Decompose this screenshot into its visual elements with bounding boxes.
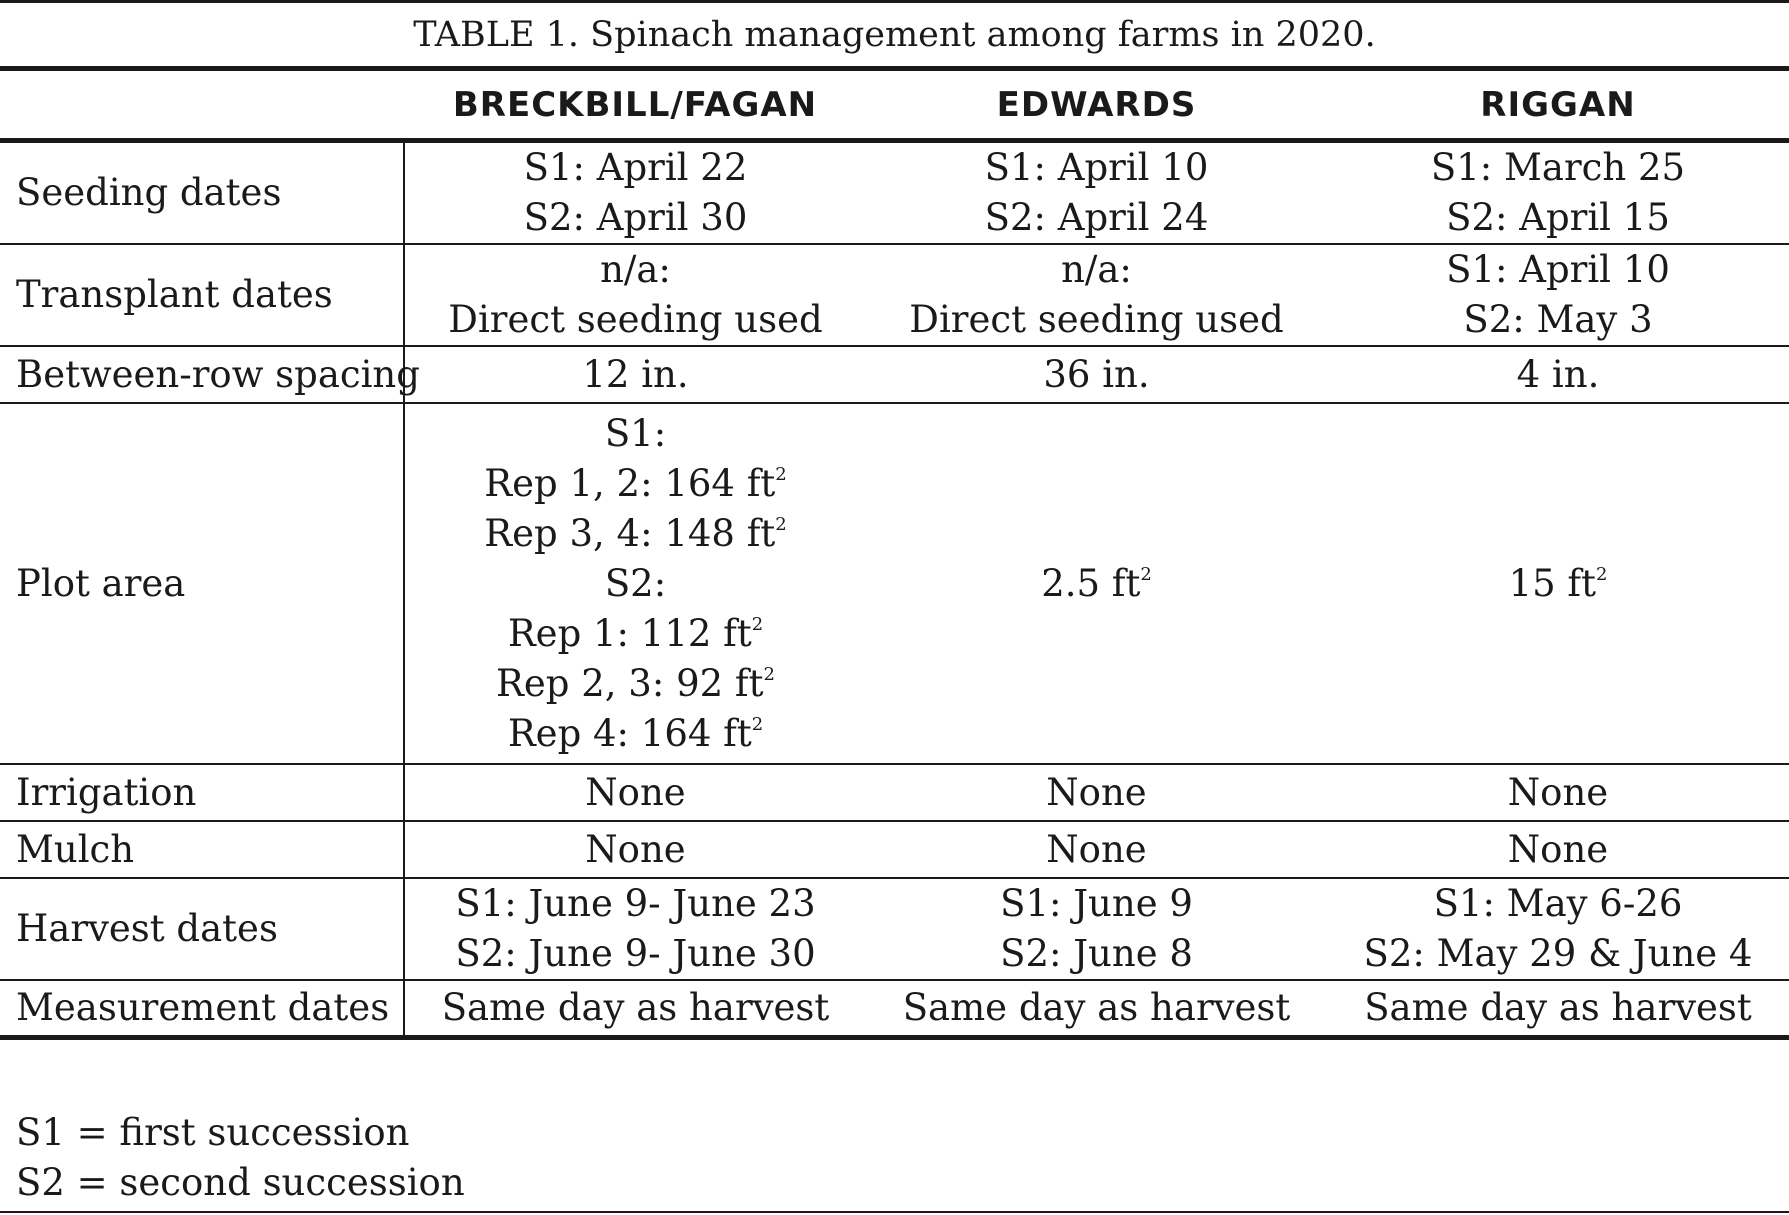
table-row — [0, 821, 1789, 878]
cell-line — [405, 459, 866, 509]
table-cell — [1327, 764, 1789, 821]
cell-line: None — [1507, 770, 1609, 814]
footnote: S2 = second succession — [16, 1161, 465, 1204]
header-cell-edwards: EDWARDS — [866, 69, 1327, 141]
cell-line: S1: April 10 — [984, 146, 1209, 189]
cell-text: Rep 2, 3: 92 ft — [496, 661, 764, 705]
superscript: 2 — [763, 663, 775, 685]
table-cell — [866, 764, 1327, 821]
table-cell — [404, 244, 866, 346]
cell-line — [405, 709, 866, 759]
cell-line: S1: June 9 — [1000, 882, 1193, 925]
row-label: Harvest dates — [0, 878, 404, 980]
cell-line: S2: June 8 — [1000, 932, 1193, 975]
cell-line: S2: April 30 — [523, 196, 748, 239]
table-cell — [866, 980, 1327, 1037]
cell-line: S1: April 10 — [1446, 248, 1670, 291]
table-footnotes — [16, 1108, 465, 1208]
cell-line: Direct seeding used — [909, 298, 1284, 341]
bottom-rule — [0, 1211, 1789, 1213]
cell-line: None — [585, 827, 686, 871]
row-label: Between-row spacing — [0, 346, 404, 403]
table-cell — [404, 980, 866, 1037]
superscript: 2 — [751, 613, 764, 635]
table-cell — [1327, 346, 1789, 403]
cell-line: S1: April 22 — [523, 146, 748, 189]
cell-text: S2: — [604, 561, 667, 605]
cell-line: S2: June 9- June 30 — [455, 932, 816, 975]
row-label: Irrigation — [0, 764, 404, 821]
header-row — [0, 69, 1789, 141]
table-cell — [866, 821, 1327, 878]
table-cell — [1327, 141, 1789, 245]
cell-line: Same day as harvest — [1364, 985, 1752, 1029]
superscript: 2 — [1140, 563, 1152, 585]
table-row — [0, 878, 1789, 980]
cell-line: S1: May 6-26 — [1433, 882, 1683, 925]
cell-line: None — [1046, 827, 1147, 871]
table-cell — [404, 764, 866, 821]
row-label: Plot area — [0, 403, 404, 764]
cell-line — [405, 409, 866, 459]
table-cell — [404, 346, 866, 403]
cell-line — [405, 559, 866, 609]
table-row — [0, 346, 1789, 403]
table-row — [0, 403, 1789, 764]
cell-text: Rep 1, 2: 164 ft — [484, 461, 776, 505]
cell-line: 4 in. — [1516, 352, 1600, 396]
table-cell — [1327, 821, 1789, 878]
table-cell — [866, 346, 1327, 403]
table-row — [0, 141, 1789, 245]
cell-line: None — [585, 770, 686, 814]
cell-line: n/a: — [1061, 248, 1132, 291]
table-cell — [1327, 244, 1789, 346]
table-row — [0, 980, 1789, 1037]
cell-line: n/a: — [600, 248, 671, 291]
cell-text: Rep 1: 112 ft — [507, 611, 752, 655]
cell-line: Same day as harvest — [902, 985, 1291, 1029]
cell-line: S1: March 25 — [1430, 146, 1686, 189]
cell-line: Same day as harvest — [441, 985, 830, 1029]
cell-text: 2.5 ft — [1041, 561, 1141, 605]
row-label: Mulch — [0, 821, 404, 878]
table-row — [0, 244, 1789, 346]
row-label: Transplant dates — [0, 244, 404, 346]
cell-line: 12 in. — [582, 352, 689, 396]
table-cell — [866, 244, 1327, 346]
table-cell — [866, 403, 1327, 764]
cell-line: 36 in. — [1043, 352, 1150, 396]
table-title: TABLE 1. Spinach management among farms in 2020. — [0, 0, 1789, 66]
table-cell — [404, 141, 866, 245]
cell-line — [1327, 559, 1789, 609]
table-row — [0, 764, 1789, 821]
cell-line: S2: April 15 — [1446, 196, 1670, 239]
table-cell — [866, 878, 1327, 980]
footnote: S1 = first succession — [16, 1111, 410, 1154]
cell-line — [405, 609, 866, 659]
table-cell — [1327, 878, 1789, 980]
spinach-management-table — [0, 66, 1789, 1040]
table-cell — [404, 403, 866, 764]
cell-text: S1: — [604, 411, 667, 455]
table-cell — [404, 878, 866, 980]
cell-line: S1: June 9- June 23 — [455, 882, 816, 925]
cell-line: S2: May 29 & June 4 — [1363, 932, 1753, 975]
header-cell-empty — [0, 69, 404, 141]
table-cell — [404, 821, 866, 878]
row-label: Seeding dates — [0, 141, 404, 245]
superscript: 2 — [751, 713, 764, 735]
cell-text: 15 ft — [1508, 561, 1596, 605]
cell-line: None — [1046, 770, 1147, 814]
superscript: 2 — [775, 463, 787, 485]
cell-text: Rep 4: 164 ft — [507, 711, 752, 755]
table-cell — [1327, 980, 1789, 1037]
cell-line — [405, 509, 866, 559]
cell-line: None — [1507, 827, 1609, 871]
table-cell — [866, 141, 1327, 245]
row-label: Measurement dates — [0, 980, 404, 1037]
cell-line — [866, 559, 1327, 609]
table-cell — [1327, 403, 1789, 764]
cell-line: Direct seeding used — [448, 298, 823, 341]
cell-line: S2: April 24 — [984, 196, 1209, 239]
superscript: 2 — [775, 513, 787, 535]
cell-line — [405, 659, 866, 709]
cell-text: Rep 3, 4: 148 ft — [484, 511, 776, 555]
cell-line: S2: May 3 — [1463, 298, 1653, 341]
header-cell-breckbill-fagan: BRECKBILL/FAGAN — [404, 69, 866, 141]
superscript: 2 — [1595, 563, 1608, 585]
header-cell-riggan: RIGGAN — [1327, 69, 1789, 141]
